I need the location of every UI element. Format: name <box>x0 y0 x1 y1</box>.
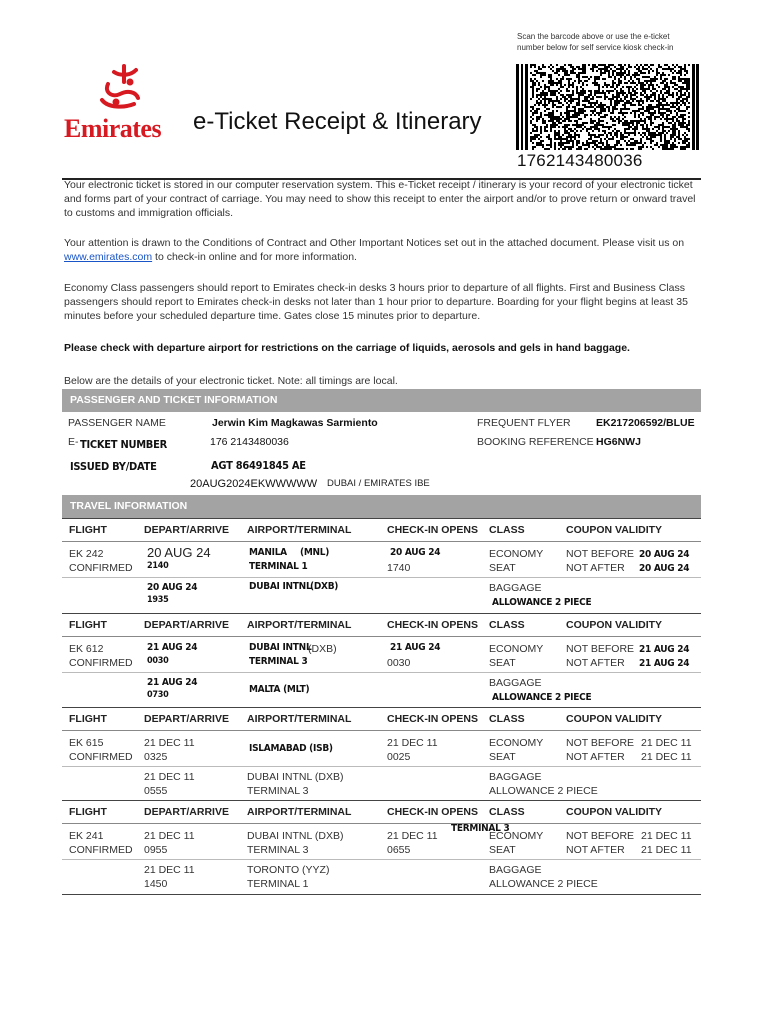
not-after-label: NOT AFTER <box>566 844 625 856</box>
passenger-name-label: PASSENGER NAME <box>68 417 166 429</box>
emirates-calligraphy-icon <box>94 62 154 112</box>
arrive-airport: MALTA (MLT) <box>249 684 310 695</box>
not-before-date: 21 AUG 24 <box>639 644 690 655</box>
checkin-date: 20 AUG 24 <box>390 547 441 558</box>
flight-number: EK 242 <box>69 548 104 560</box>
column-header: FLIGHT <box>69 524 107 536</box>
not-before-label: NOT BEFORE <box>566 830 635 842</box>
arrive-date: 20 AUG 24 <box>147 582 198 593</box>
column-header: FLIGHT <box>69 713 107 725</box>
class-label: ECONOMY <box>489 830 544 842</box>
column-header: AIRPORT/TERMINAL <box>247 619 352 631</box>
flight-status: CONFIRMED <box>69 844 133 856</box>
liquids-warning: Please check with departure airport for restrictions on the carriage of liquids, aerosols and gels in hand baggage. <box>64 342 630 354</box>
depart-date: 21 DEC 11 <box>144 737 195 749</box>
not-before-date: 21 DEC 11 <box>641 830 692 842</box>
barcode-icon <box>516 64 699 150</box>
depart-airport: ISLAMABAD (ISB) <box>249 743 333 754</box>
passenger-name-value: Jerwin Kim Magkawas Sarmiento <box>212 417 378 429</box>
arrive-airport: DUBAI INTNL (DXB) <box>247 771 344 783</box>
not-after-label: NOT AFTER <box>566 562 625 574</box>
depart-time: 0030 <box>147 656 169 666</box>
not-before-date: 20 AUG 24 <box>639 549 690 560</box>
booking-reference-label: BOOKING REFERENCE <box>477 436 594 448</box>
column-header-divider <box>62 730 701 731</box>
column-header: COUPON VALIDITY <box>566 713 663 725</box>
depart-airport: DUBAI INTNL <box>249 642 312 653</box>
depart-terminal: TERMINAL 1 <box>249 561 308 572</box>
intro-paragraph-3 <box>64 281 704 323</box>
row-divider <box>62 672 701 673</box>
column-header: DEPART/ARRIVE <box>144 806 229 818</box>
intro-p2-line2-rest: to check-in online and for more information. <box>152 251 357 263</box>
not-after-date: 21 DEC 11 <box>641 751 692 763</box>
depart-airport: DUBAI INTNL (DXB) <box>247 830 344 842</box>
page-title: e-Ticket Receipt & Itinerary <box>193 108 482 135</box>
column-header: AIRPORT/TERMINAL <box>247 806 352 818</box>
depart-time: 0955 <box>144 844 168 856</box>
arrive-time: 0555 <box>144 785 168 797</box>
column-header: COUPON VALIDITY <box>566 806 663 818</box>
column-header: COUPON VALIDITY <box>566 524 663 536</box>
baggage-allowance: ALLOWANCE 2 PIECE <box>492 597 592 608</box>
issued-date: 20AUG2024EKWWWWW <box>190 478 318 490</box>
flight-block-divider <box>62 800 701 801</box>
row-divider <box>62 766 701 767</box>
flight-number: EK 612 <box>69 643 104 655</box>
details-note: Below are the details of your electronic ticket. Note: all timings are local. <box>64 375 398 387</box>
intro-p3-line2: passengers should report to Emirates check-in desks not later than 1 hour prior to departure. Boarding for your flight begins at least 35 <box>64 296 688 308</box>
issued-by-value: AGT 86491845 AE <box>211 459 306 472</box>
intro-p1-line3: to customs and immigration officials. <box>64 207 234 219</box>
intro-p2-line1: Your attention is drawn to the Conditions of Contract and Other Important Notices set out in the attached document. Please visit us on <box>64 237 685 249</box>
frequent-flyer-value: EK217206592/BLUE <box>596 417 695 429</box>
checkin-time: 0030 <box>387 657 411 669</box>
column-header: FLIGHT <box>69 806 107 818</box>
intro-p1-line2: and forms part of your contract of carriage. You may need to show this receipt to enter the airport and/or to prove return or onward travel <box>64 193 696 205</box>
intro-p3-line3: minutes before your scheduled departure time. Gates close 15 minutes prior to departure. <box>64 310 481 322</box>
class-label: ECONOMY <box>489 737 544 749</box>
ticket-number-label: TICKET NUMBER <box>80 438 167 451</box>
depart-terminal: TERMINAL 3 <box>247 844 309 856</box>
baggage-label: BAGGAGE <box>489 864 542 876</box>
seat-label: SEAT <box>489 844 516 856</box>
seat-label: SEAT <box>489 562 516 574</box>
seat-label: SEAT <box>489 657 516 669</box>
intro-p1-line1: Your electronic ticket is stored in our computer reservation system. This e-Ticket receipt / itinerary is your record of your electronic ticket <box>64 179 693 191</box>
depart-time: 2140 <box>147 561 169 571</box>
seat-label: SEAT <box>489 751 516 763</box>
column-header-divider <box>62 541 701 542</box>
flight-status: CONFIRMED <box>69 562 133 574</box>
checkin-time: 1740 <box>387 562 411 574</box>
checkin-time: 0025 <box>387 751 411 763</box>
column-header-divider <box>62 823 701 824</box>
passenger-section-header: PASSENGER AND TICKET INFORMATION <box>62 389 701 412</box>
row-divider <box>62 859 701 860</box>
column-header: CLASS <box>489 713 525 725</box>
depart-time: 0325 <box>144 751 168 763</box>
intro-p2-line2 <box>64 250 704 264</box>
not-after-label: NOT AFTER <box>566 657 625 669</box>
flight-status: CONFIRMED <box>69 657 133 669</box>
column-header: DEPART/ARRIVE <box>144 524 229 536</box>
scan-note <box>517 31 674 53</box>
depart-date: 20 AUG 24 <box>147 545 211 560</box>
column-header: CLASS <box>489 524 525 536</box>
baggage-label: BAGGAGE <box>489 582 542 594</box>
column-header: CHECK-IN OPENS <box>387 713 479 725</box>
flight-block-divider <box>62 707 701 708</box>
not-after-date: 21 DEC 11 <box>641 844 692 856</box>
column-header: CHECK-IN OPENS <box>387 806 479 818</box>
intro-paragraph-2 <box>64 236 704 264</box>
not-after-date: 20 AUG 24 <box>639 563 690 574</box>
not-before-label: NOT BEFORE <box>566 737 635 749</box>
emirates-wordmark: Emirates <box>64 114 162 143</box>
arrive-time: 0730 <box>147 690 169 700</box>
checkin-date: 21 AUG 24 <box>390 642 441 653</box>
ticket-prefix: E- <box>68 436 79 448</box>
column-header: AIRPORT/TERMINAL <box>247 713 352 725</box>
arrive-date: 21 DEC 11 <box>144 864 195 876</box>
scan-note-line2: number below for self service kiosk check-in <box>517 43 674 52</box>
column-header: CHECK-IN OPENS <box>387 619 479 631</box>
booking-reference-value: HG6NWJ <box>596 436 641 448</box>
depart-airport-code: (DXB) <box>308 643 337 655</box>
baggage-label: BAGGAGE <box>489 771 542 783</box>
column-header: CLASS <box>489 619 525 631</box>
intro-paragraph-1 <box>64 178 704 220</box>
scan-note-line1: Scan the barcode above or use the e-ticket <box>517 32 670 41</box>
column-header: DEPART/ARRIVE <box>144 713 229 725</box>
barcode-ticket-number: 1762143480036 <box>517 151 643 170</box>
column-header: AIRPORT/TERMINAL <box>247 524 352 536</box>
issued-place: DUBAI / EMIRATES IBE <box>327 478 430 489</box>
column-header: CHECK-IN OPENS <box>387 524 479 536</box>
baggage-allowance: ALLOWANCE 2 PIECE <box>492 692 592 703</box>
frequent-flyer-label: FREQUENT FLYER <box>477 417 571 429</box>
ticket-barcode[interactable] <box>516 64 699 150</box>
ticket-number-value: 176 2143480036 <box>210 436 289 448</box>
travel-table-bottom-rule <box>62 894 701 895</box>
arrive-time: 1450 <box>144 878 168 890</box>
not-before-label: NOT BEFORE <box>566 548 635 560</box>
depart-terminal: TERMINAL 3 <box>249 656 308 667</box>
column-header-divider <box>62 636 701 637</box>
depart-airport: MANILA <box>249 547 287 558</box>
class-label: ECONOMY <box>489 548 544 560</box>
flight-status: CONFIRMED <box>69 751 133 763</box>
not-after-label: NOT AFTER <box>566 751 625 763</box>
depart-airport-code: (MNL) <box>300 547 330 558</box>
not-before-date: 21 DEC 11 <box>641 737 692 749</box>
not-after-date: 21 AUG 24 <box>639 658 690 669</box>
depart-date: 21 DEC 11 <box>144 830 195 842</box>
baggage-allowance: ALLOWANCE 2 PIECE <box>489 878 598 890</box>
arrive-date: 21 DEC 11 <box>144 771 195 783</box>
row-divider <box>62 577 701 578</box>
baggage-label: BAGGAGE <box>489 677 542 689</box>
arrive-time: 1935 <box>147 595 169 605</box>
checkin-terminal-overlay: TERMINAL 3 <box>451 823 510 834</box>
emirates-logo <box>64 62 178 142</box>
not-before-label: NOT BEFORE <box>566 643 635 655</box>
column-header: DEPART/ARRIVE <box>144 619 229 631</box>
arrive-airport: DUBAI INTNL <box>249 581 312 592</box>
arrive-terminal: TERMINAL 3 <box>247 785 309 797</box>
column-header: CLASS <box>489 806 525 818</box>
column-header: FLIGHT <box>69 619 107 631</box>
flight-number: EK 615 <box>69 737 104 749</box>
arrive-airport-code: (DXB) <box>310 581 339 592</box>
checkin-date: 21 DEC 11 <box>387 830 438 842</box>
flight-number: EK 241 <box>69 830 104 842</box>
intro-p3-line1: Economy Class passengers should report to Emirates check-in desks 3 hours prior to departure of all flights. First and Business Class <box>64 282 685 294</box>
flight-block-divider <box>62 613 701 614</box>
baggage-allowance: ALLOWANCE 2 PIECE <box>489 785 598 797</box>
travel-section-header: TRAVEL INFORMATION <box>62 495 701 518</box>
depart-date: 21 AUG 24 <box>147 642 198 653</box>
flight-block-divider <box>62 518 701 519</box>
class-label: ECONOMY <box>489 643 544 655</box>
checkin-date: 21 DEC 11 <box>387 737 438 749</box>
issued-by-label: ISSUED BY/DATE <box>70 460 157 473</box>
arrive-date: 21 AUG 24 <box>147 677 198 688</box>
arrive-terminal: TERMINAL 1 <box>247 878 309 890</box>
checkin-time: 0655 <box>387 844 411 856</box>
emirates-website-link[interactable]: www.emirates.com <box>64 251 153 263</box>
column-header: COUPON VALIDITY <box>566 619 663 631</box>
arrive-airport: TORONTO (YYZ) <box>247 864 330 876</box>
